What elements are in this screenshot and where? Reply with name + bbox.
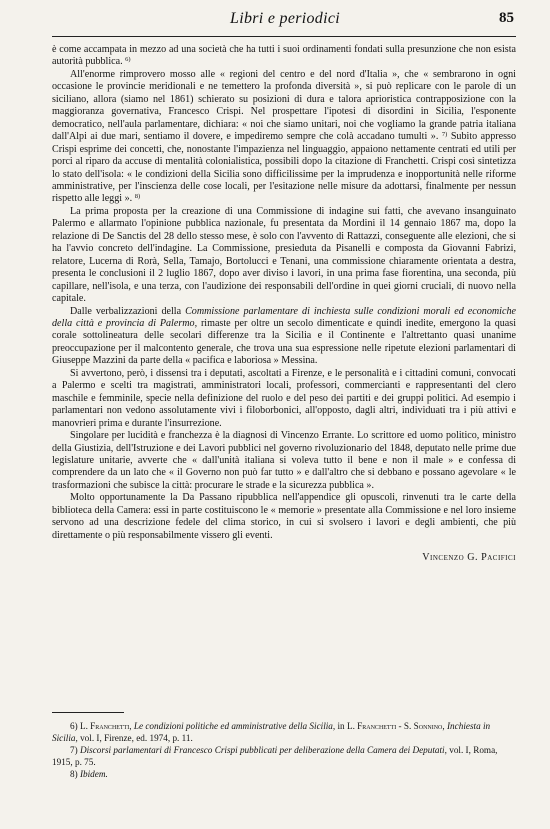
paragraph-4: Dalle verbalizzazioni della Commissione parlamentare di inchiesta sulle condizioni morali ed economiche della città e provincia di Palermo, rimaste per oltre un secolo dimenticate e quindi inedite, emergono la quasi corale sottolineatura delle secolari differenze tra la Sicilia e il Continente e l'altrettanto quasi unanime preoccupazione per il malcontento generale, che trova una sua espressione nelle ripetute elezioni parlamentari di Giuseppe Mazzini da parte della « pacifica e laboriosa » Messina. <box>52 305 516 367</box>
running-title: Libri e periodici <box>230 10 340 27</box>
footnote-8: 8) Ibidem. <box>70 769 108 779</box>
footnote-rule <box>52 712 124 713</box>
paragraph-2: All'enorme rimprovero mosso alle « regioni del centro e del nord d'Italia », che « sembrarono in ogni occasione le provincie meridionali e ne temettero la profonda diversità », si può replicare con le parole di un siciliano, allora (siamo nel 1861) schierato su posizioni di dura e talora aprioristica contrapposizione con la maggioranza governativa, Francesco Crispi. Nel prospettare l'ipotesi di disordini in Sicilia, l'esponente democratico, nell'aula parlamentare, dichiara: « noi che siamo unitari, noi che vogliamo la grande patria italiana dall'Alpi ai due mari, sentiamo il dovere, e impediremo sempre che colà accadano tumulti ». $^{7)}$ Subito appresso Crispi esprime dei concetti, che, nonostante l'impazienza nel linguaggio, appaiono nettamente centrati ed utili per porci al riparo da accuse di mentalità colonialistica, possibili dopo la citazione di Franchetti. Crispi così sintetizza lo stato dell'isola: « le condizioni della Sicilia sono difficilissime per la imprudenza e inopportunità nelle riforme amministrative, per l'inscienza delle cose locali, per l'esitazione nelle misure da adottarsi, finalmente per nessun rispetto alle leggi ». $^{8)}$ <box>52 68 517 205</box>
paragraph-6: Singolare per lucidità e franchezza è la diagnosi di Vincenzo Errante. Lo scrittore ed uomo politico, ministro della Giustizia, dell'Istruzione e dei Lavori pubblici nel governo rivoluzionario del 1848, deputato nelle prime due legislature unitarie, avverte che « dall'unità italiana si voleva tutto il bene e non il male » e confessa di comprendere da un lato che « il Governo non può far tutto » e dall'altro che si debbano e possano agevolare « le trasformazioni che subisce la città: procurare le strade e la sicurezza pubblica ». <box>52 430 516 491</box>
running-header <box>52 0 516 40</box>
footnote-ref-8[interactable]: 8) <box>134 193 141 201</box>
commission-title: Commissione parlamentare di inchiesta sulle condizioni morali ed economiche della città e provincia di Palermo, <box>52 305 516 329</box>
author-signature: Vincenzo G. Pacifici <box>422 552 516 564</box>
paragraph-1: è come accampata in mezzo ad una società che ha tutti i suoi ordinamenti fondati sulla presunzione che non esista autorità pubblica. $^{6)}$ <box>52 44 516 68</box>
paragraph-7: Molto opportunamente la Da Passano ripubblica nell'appendice gli opuscoli, rinvenuti tra le carte della biblioteca della Camera: essi in parte costituiscono le « memorie » presentate alla Commissione e nel loro insieme servono ad una descrizione fedele del clima storico, in cui si svolsero i lavori e degli ambienti, che più direttamente o più responsabilmente vissero gli eventi. <box>52 492 516 541</box>
footnote-ref-7[interactable]: 7) <box>441 131 448 139</box>
paragraph-3: La prima proposta per la creazione di una Commissione di indagine sui fatti, che avevano insanguinato Palermo e allarmato l'opinione pubblica nazionale, fu presentata da Mordini il 14 gennaio 1867 ma, dopo la relazione di De Sanctis del 28 dello stesso mese, è solo con l'avvento di Rattazzi, conseguente alle elezioni, che si ha l'avvio concreto dell'indagine. La Commissione, presieduta da Pisanelli e composta da Giovanni Fabrizi, relatore, Lucerna di Rorà, Sella, Tamajo, Bortolucci e Tenani, una commissione chiaramente orientata a destra, presenta le conclusioni il 2 luglio 1867, dopo aver diviso i lavori, in una prima fase fiorentina, una seconda, più capillare, nell'isola, e una terza, con l'audizione dei responsabili dell'ordine in quei giorni cruciali, di nuovo nella capitale. <box>52 205 516 305</box>
footnotes <box>52 721 516 782</box>
article-body <box>52 44 516 565</box>
footnote-6: 6) L. Franchetti, Le condizioni politiche ed amministrative della Sicilia, in L. Franchetti - S. Sonnino, Inchiesta in Sicilia, vol. I, Firenze, ed. 1974, p. 11. <box>52 721 491 743</box>
footnote-ref-6[interactable]: 6) <box>125 56 131 64</box>
header-rule <box>52 36 516 37</box>
page-number: 85 <box>499 10 514 26</box>
paragraph-5: Si avvertono, però, i dissensi tra i deputati, ascoltati a Firenze, e le personalità e i cittadini comuni, convocati a Palermo e scelti tra magistrati, amministratori locali, professori, commercianti e rappresentanti del clero maschile e femminile, specie nella definizione del ruolo e del peso dei partiti e dei gruppi politici. Ad esempio i parlamentari non vedono assolutamente vivi i filoborbonici, all'opposto, dagli altri, individuati tra i più attivi e manovrieri prima e durante l'insurrezione. <box>52 367 516 429</box>
footnote-7: 7) Discorsi parlamentari di Francesco Crispi pubblicati per deliberazione della Camera dei Deputati, vol. I, Roma, 1915, p. 75. <box>52 745 498 767</box>
